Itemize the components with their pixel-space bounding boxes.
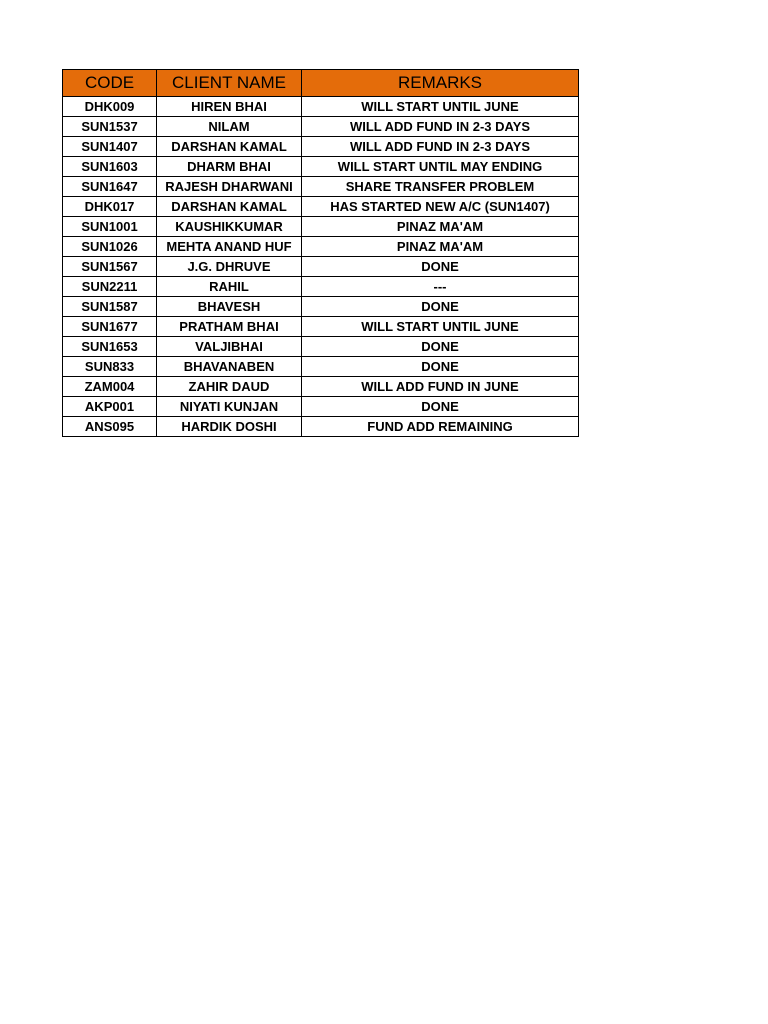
- code-cell: ANS095: [63, 417, 157, 437]
- code-cell: SUN1537: [63, 117, 157, 137]
- table-row: [63, 97, 579, 117]
- remarks-cell: DONE: [302, 257, 579, 277]
- client-name-cell: DARSHAN KAMAL: [157, 137, 302, 157]
- table-row: [63, 417, 579, 437]
- client-name-cell: DHARM BHAI: [157, 157, 302, 177]
- header-client-name: CLIENT NAME: [157, 70, 302, 97]
- remarks-cell: SHARE TRANSFER PROBLEM: [302, 177, 579, 197]
- client-name-cell: HARDIK DOSHI: [157, 417, 302, 437]
- client-name-cell: BHAVESH: [157, 297, 302, 317]
- table-row: [63, 277, 579, 297]
- client-name-cell: VALJIBHAI: [157, 337, 302, 357]
- remarks-cell: DONE: [302, 357, 579, 377]
- table-row: [63, 337, 579, 357]
- remarks-cell: DONE: [302, 397, 579, 417]
- code-cell: DHK017: [63, 197, 157, 217]
- remarks-cell: DONE: [302, 297, 579, 317]
- remarks-cell: WILL ADD FUND IN 2-3 DAYS: [302, 117, 579, 137]
- client-name-cell: RAJESH DHARWANI: [157, 177, 302, 197]
- table-row: [63, 137, 579, 157]
- code-cell: SUN2211: [63, 277, 157, 297]
- client-name-cell: ZAHIR DAUD: [157, 377, 302, 397]
- client-name-cell: HIREN BHAI: [157, 97, 302, 117]
- client-name-cell: RAHIL: [157, 277, 302, 297]
- table-row: [63, 297, 579, 317]
- client-remarks-table: [62, 69, 579, 437]
- client-name-cell: NILAM: [157, 117, 302, 137]
- header-code: CODE: [63, 70, 157, 97]
- remarks-cell: PINAZ MA'AM: [302, 237, 579, 257]
- remarks-cell: PINAZ MA'AM: [302, 217, 579, 237]
- client-name-cell: KAUSHIKKUMAR: [157, 217, 302, 237]
- remarks-cell: WILL START UNTIL JUNE: [302, 317, 579, 337]
- code-cell: AKP001: [63, 397, 157, 417]
- table-body: [63, 97, 579, 437]
- remarks-cell: WILL ADD FUND IN 2-3 DAYS: [302, 137, 579, 157]
- client-name-cell: MEHTA ANAND HUF: [157, 237, 302, 257]
- code-cell: SUN1001: [63, 217, 157, 237]
- code-cell: SUN1567: [63, 257, 157, 277]
- remarks-cell: FUND ADD REMAINING: [302, 417, 579, 437]
- code-cell: SUN1026: [63, 237, 157, 257]
- code-cell: SUN1407: [63, 137, 157, 157]
- remarks-cell: WILL START UNTIL JUNE: [302, 97, 579, 117]
- table-row: [63, 157, 579, 177]
- remarks-cell: WILL ADD FUND IN JUNE: [302, 377, 579, 397]
- table-row: [63, 377, 579, 397]
- code-cell: DHK009: [63, 97, 157, 117]
- remarks-cell: WILL START UNTIL MAY ENDING: [302, 157, 579, 177]
- remarks-cell: ---: [302, 277, 579, 297]
- code-cell: SUN833: [63, 357, 157, 377]
- table-row: [63, 357, 579, 377]
- code-cell: SUN1647: [63, 177, 157, 197]
- table-row: [63, 397, 579, 417]
- header-remarks: REMARKS: [302, 70, 579, 97]
- table-row: [63, 177, 579, 197]
- table-row: [63, 317, 579, 337]
- remarks-cell: HAS STARTED NEW A/C (SUN1407): [302, 197, 579, 217]
- code-cell: ZAM004: [63, 377, 157, 397]
- code-cell: SUN1603: [63, 157, 157, 177]
- table-row: [63, 117, 579, 137]
- table-row: [63, 237, 579, 257]
- client-name-cell: BHAVANABEN: [157, 357, 302, 377]
- table-row: [63, 197, 579, 217]
- client-name-cell: DARSHAN KAMAL: [157, 197, 302, 217]
- table-row: [63, 257, 579, 277]
- header-row: [63, 70, 579, 97]
- code-cell: SUN1653: [63, 337, 157, 357]
- client-name-cell: NIYATI KUNJAN: [157, 397, 302, 417]
- client-name-cell: PRATHAM BHAI: [157, 317, 302, 337]
- code-cell: SUN1587: [63, 297, 157, 317]
- remarks-cell: DONE: [302, 337, 579, 357]
- client-name-cell: J.G. DHRUVE: [157, 257, 302, 277]
- table-row: [63, 217, 579, 237]
- code-cell: SUN1677: [63, 317, 157, 337]
